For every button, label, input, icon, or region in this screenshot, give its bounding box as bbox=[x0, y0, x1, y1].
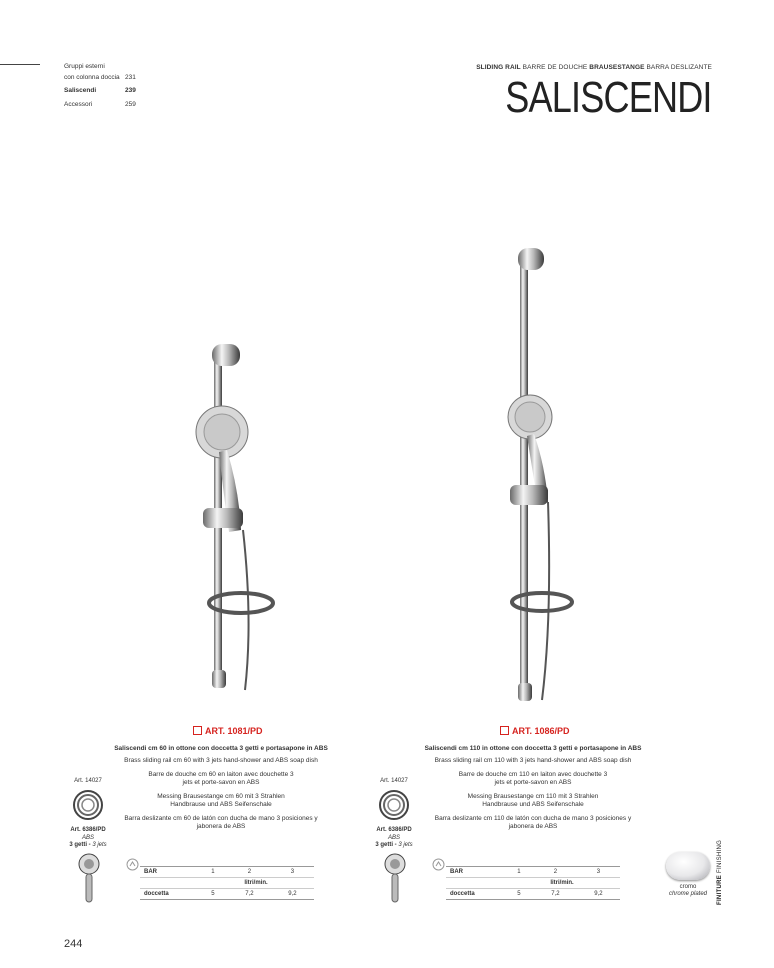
product-description-1086: Saliscendi cm 110 in ottone con doccetta 3 getti e portasapone in ABS Brass sliding rail cm 110 with 3 jets hand-shower and ABS soap dish Barre de douche cm 110 en laiton avec douchette 3 jets et porte-savon en ABS Messing Brausestange cm 110 mit 3 Strahlen Handbrause und ABS Seifenschale Barra deslizante cm 110 de latón con ducha de mano 3 posiciones y jabonera de ABS bbox=[424, 745, 642, 830]
hose-icon bbox=[378, 789, 410, 821]
category-line: SLIDING RAIL BARRE DE DOUCHE BRAUSESTANGE BARRA DESLIZANTE bbox=[476, 64, 712, 71]
index-item[interactable]: con colonna doccia 231 bbox=[64, 74, 136, 81]
finish-caption: cromo chrome plated bbox=[668, 884, 708, 897]
flow-table: BAR 1 2 3 litri/min. doccetta 5 7,2 9,2 bbox=[446, 866, 620, 900]
product-description-1081: Saliscendi cm 60 in ottone con doccetta 3 getti e portasapone in ABS Brass sliding rail cm 60 with 3 jets hand-shower and ABS soap dish Barre de douche cm 60 en laiton avec douchette 3 jets et porte-savon en ABS Messing Brausestange cm 60 mit 3 Strahlen Handbrause und ABS Seifenschale Barra deslizante cm 60 de latón con ducha de mano 3 posiciones y jabonera de ABS bbox=[114, 745, 328, 830]
index-rule bbox=[0, 64, 40, 65]
page-title: SALISCENDI bbox=[505, 73, 712, 122]
flow-rate-icon bbox=[432, 858, 445, 871]
finish-label: FINITURE FINISHING bbox=[717, 839, 723, 905]
page-number: 244 bbox=[64, 938, 83, 950]
finish-swatch-chrome[interactable] bbox=[666, 852, 710, 880]
flow-table: BAR 1 2 3 litri/min. doccetta 5 7,2 9,2 bbox=[140, 866, 314, 900]
product-image-1086 bbox=[430, 240, 640, 710]
flow-rate-icon bbox=[126, 858, 139, 871]
article-code-1086: ART. 1086/PD bbox=[500, 726, 570, 736]
index-item-active[interactable]: Saliscendi 239 bbox=[64, 87, 136, 94]
hose-icon bbox=[72, 789, 104, 821]
hose-code: Art. 14027 bbox=[380, 778, 408, 784]
handshower-info: Art. 6386/PD ABS 3 getti - 3 jets bbox=[69, 827, 107, 848]
hose-code: Art. 14027 bbox=[74, 778, 102, 784]
handshower-info: Art. 6386/PD ABS 3 getti - 3 jets bbox=[375, 827, 413, 848]
handshower-icon bbox=[384, 852, 406, 904]
checkbox-icon bbox=[193, 726, 202, 735]
article-code-1081: ART. 1081/PD bbox=[193, 726, 263, 736]
index-item[interactable]: Accessori 259 bbox=[64, 101, 136, 108]
product-image-1081 bbox=[115, 320, 325, 710]
checkbox-icon bbox=[500, 726, 509, 735]
handshower-icon bbox=[78, 852, 100, 904]
index-item[interactable]: Gruppi esterni bbox=[64, 63, 105, 70]
